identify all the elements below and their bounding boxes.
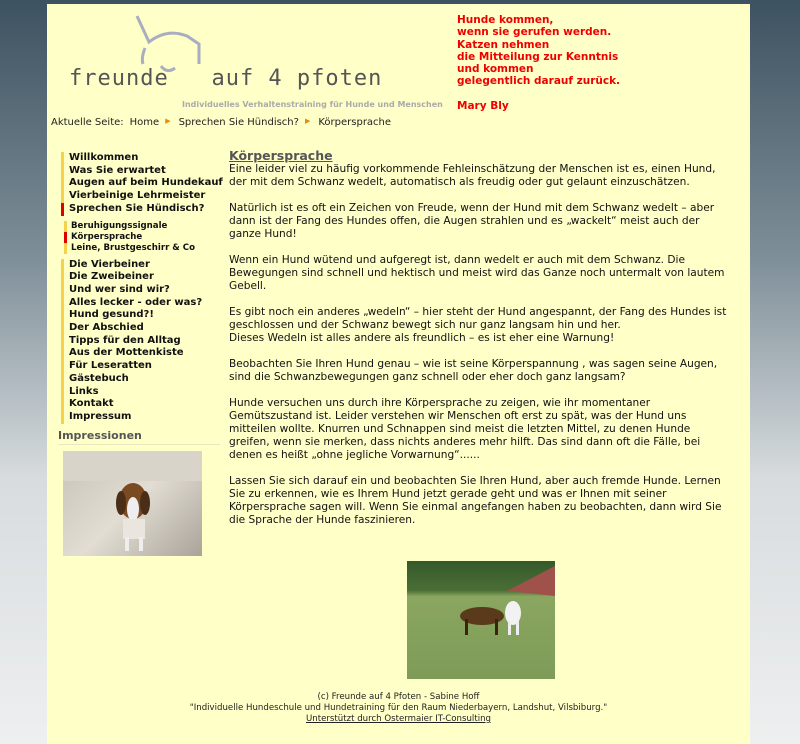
nav-item[interactable]: Hund gesund?! xyxy=(61,309,221,322)
nav-subitem[interactable]: Körpersprache xyxy=(64,232,221,243)
breadcrumb-item[interactable]: Sprechen Sie Hündisch? xyxy=(178,117,299,128)
quote-line: wenn sie gerufen werden. xyxy=(457,26,612,39)
nav-item[interactable]: Der Abschied xyxy=(61,322,221,335)
dog-outline-icon xyxy=(57,14,207,74)
nav-item[interactable]: Willkommen xyxy=(61,152,221,165)
article-paragraph: Hunde versuchen uns durch ihre Körpersprache zu zeigen, wie ihr momentaner Gemütszustand ist. Leider verstehen wir Menschen oft erst zu spät, was der Hund uns mitteilen wollte. Knurren und Schnappen sind meist die letzten Mittel, zu denen Hunde greifen, wenn sie merken, dass nichts anderes mehr hilft. Das sind dann oft die Fälle, bei denen es heißt „ohne jegliche Vorwarnung“...... xyxy=(229,397,701,461)
nav-item[interactable]: Impressum xyxy=(61,411,221,424)
sidebar-nav xyxy=(61,152,221,424)
article-paragraph: Eine leider viel zu häufig vorkommende Fehleinschätzung der Menschen ist es, einen Hund, der mit dem Schwanz wedelt, automatisch als freudig oder gut gelaunt einzuschätzen. xyxy=(229,163,716,188)
nav-item[interactable]: Für Leseratten xyxy=(61,360,221,373)
arrow-icon: ▶ xyxy=(165,117,171,125)
beagle-image xyxy=(63,451,202,556)
quote-author: Mary Bly xyxy=(457,99,509,112)
nav-item[interactable]: Tipps für den Alltag xyxy=(61,335,221,348)
quote-line: Katzen nehmen xyxy=(457,38,550,51)
footer-slogan: "Individuelle Hundeschule und Hundetraining für den Raum Niederbayern, Landshut, Vilsbiburg." xyxy=(189,703,608,713)
article-body xyxy=(229,163,739,527)
tagline: Individuelles Verhaltenstraining für Hunde und Menschen xyxy=(182,100,443,109)
nav-item[interactable]: Links xyxy=(61,386,221,399)
arrow-icon: ▶ xyxy=(304,117,311,125)
dog-quote xyxy=(457,14,620,112)
nav-subitem[interactable]: Leine, Brustgeschirr & Co xyxy=(64,243,221,254)
article-paragraph: Natürlich ist es oft ein Zeichen von Freude, wenn der Hund mit dem Schwanz wedelt – aber dann ist der Fang des Hundes offen, die Augen strahlen und es „wackelt“ meist auch der ganze Hund! xyxy=(229,202,715,240)
breadcrumb-home[interactable]: Home xyxy=(129,117,160,128)
article-title: Körpersprache xyxy=(229,148,333,163)
nav-item[interactable]: Die Zweibeiner xyxy=(61,271,221,284)
article-paragraph: Wenn ein Hund wütend und aufgeregt ist, dann wedelt er auch mit dem Schwanz. Die Bewegungen sind schnell und hektisch und meist wird das Ganze noch untermalt von lautem Gebell. xyxy=(229,254,725,292)
page-container xyxy=(47,4,750,744)
article-paragraph: Beobachten Sie Ihren Hund genau – wie ist seine Körperspannung , was sagen seine Augen, sind die Schwanzbewegungen ganz schnell oder eher doch ganz langsam? xyxy=(229,358,718,383)
breadcrumb xyxy=(51,117,397,128)
beagle-photo xyxy=(63,451,202,556)
nav-item[interactable]: Aus der Mottenkiste xyxy=(61,347,221,360)
nav-item[interactable]: Sprechen Sie Hündisch? xyxy=(61,203,221,216)
article-paragraph: Es gibt noch ein anderes „wedeln“ – hier steht der Hund angespannt, der Fang des Hundes ist geschlossen und der Schwanz bewegt sich nur ganz langsam hin und her. Dieses Wedeln ist alles andere als freundlich – es ist eher eine Warnung! xyxy=(229,306,727,344)
nav-subitem[interactable]: Beruhigungssignale xyxy=(64,221,221,232)
nav-item[interactable]: Was Sie erwartet xyxy=(61,165,221,178)
nav-item[interactable]: Und wer sind wir? xyxy=(61,284,221,297)
quote-line: Hunde kommen, xyxy=(457,14,554,26)
quote-line: die Mitteilung zur Kenntnis xyxy=(457,50,619,63)
nav-item[interactable]: Augen auf beim Hundekauf xyxy=(61,177,221,190)
quote-line: gelegentlich darauf zurück. xyxy=(457,75,621,88)
quote-line: und kommen xyxy=(457,63,534,76)
footer-sponsor-link[interactable]: Unterstützt durch Ostermaier IT-Consulting xyxy=(306,714,491,724)
nav-item[interactable]: Kontakt xyxy=(61,398,221,411)
footer xyxy=(47,692,750,725)
nav-item[interactable]: Die Vierbeiner xyxy=(61,259,221,272)
dogs-playing-photo xyxy=(407,561,555,679)
footer-copyright: (c) Freunde auf 4 Pfoten - Sabine Hoff xyxy=(317,692,480,702)
impressions-heading: Impressionen xyxy=(58,429,220,445)
logo-text: freunde auf 4 pfoten xyxy=(69,66,383,91)
site-logo[interactable] xyxy=(57,14,443,109)
nav-item[interactable]: Gästebuch xyxy=(61,373,221,386)
breadcrumb-current: Körpersprache xyxy=(318,117,392,128)
article xyxy=(229,149,739,540)
nav-item[interactable]: Alles lecker - oder was? xyxy=(61,297,221,310)
nav-item[interactable]: Vierbeinige Lehrmeister xyxy=(61,190,221,203)
breadcrumb-label: Aktuelle Seite: xyxy=(51,117,124,128)
article-paragraph: Lassen Sie sich darauf ein und beobachten Sie Ihren Hund, aber auch fremde Hunde. Lernen Sie zu erkennen, wie es Ihrem Hund jetzt gerade geht und was er Ihnen mit seiner Körpersprache sagen will. Wenn Sie einmal angefangen haben zu beobachten, dann wird Sie die Sprache der Hunde faszinieren. xyxy=(229,475,722,526)
dogs-image xyxy=(407,561,555,679)
